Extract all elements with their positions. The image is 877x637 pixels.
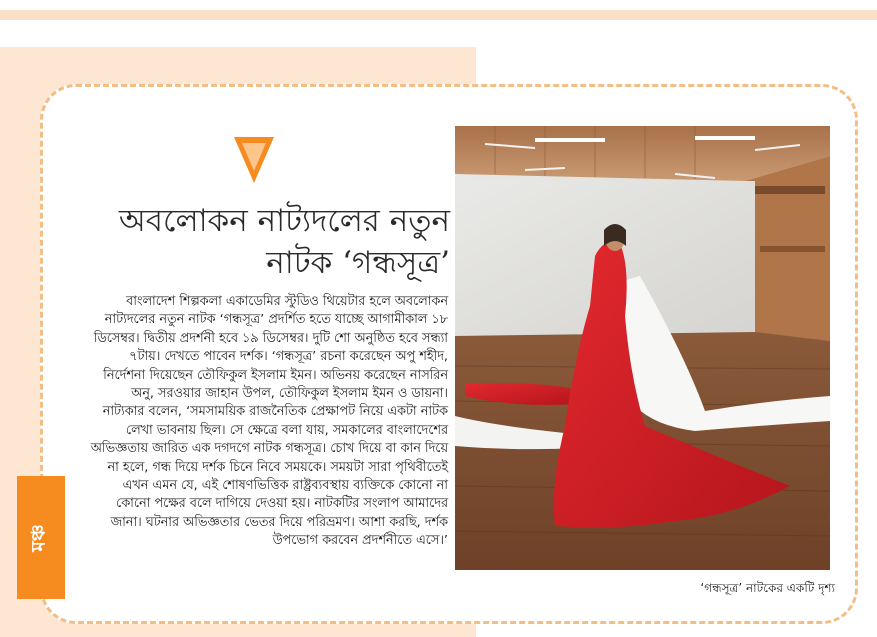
headline-line-1: অবলোকন নাট্যদলের নতুন (118, 203, 450, 239)
article-body (85, 293, 448, 551)
headline-line-2: নাটক ‘গন্ধসূত্র’ (266, 245, 450, 281)
section-tag (17, 476, 65, 599)
play-scene-photo (455, 126, 830, 570)
down-arrow-icon (234, 137, 274, 183)
body-paragraph-1: বাংলাদেশ শিল্পকলা একাডেমির স্টুডিও থিয়েটার হলে অবলোকন নাট্যদলের নতুন নাটক ‘গন্ধসূত্র’ প্রদর্শিত হতে যাচ্ছে আগামীকাল ১৮ ডিসেম্বর। দ্বিতীয় প্রদর্শনী হবে ১৯ ডিসেম্বর। দুটি শো অনুষ্ঠিত হবে সন্ধ্যা ৭টায়। দেখতে পাবেন দর্শক। ‘গন্ধসূত্র’ রচনা করেছেন অপু শহীদ, নির্দেশনা দিয়েছেন তৌফিকুল ইসলাম ইমন। অভিনয় করেছেন নাসরিন অনু, সরওয়ার জাহান উপল, তৌফিকুল ইসলাম ইমন ও ডায়না। (93, 294, 448, 402)
article-headline (92, 200, 450, 284)
body-paragraph-2: নাট্যকার বলেন, ‘সমসাময়িক রাজনৈতিক প্রেক্ষাপট নিয়ে একটা নাটক লেখা ভাবনায় ছিল। সে ক্ষেত্রে বলা যায়, সমকালের বাংলাদেশের অভিজ্ঞতায় জারিত এক দগদগে নাটক গন্ধসূত্র। চোখ দিয়ে বা কান দিয়ে না হলে, গন্ধ দিয়ে দর্শক চিনে নিবে সময়কে। সময়টা সারা পৃথিবীতেই এখন এমন যে, এই শোষণভিত্তিক রাষ্ট্রব্যবস্থায় ব্যক্তিকে কোনো না কোনো পক্ষের বলে দাগিয়ে দেওয়া হয়। নাটকটির সংলাপ আমাদের জানা। ঘটনার অভিজ্ঞতার ভেতর দিয়ে পরিভ্রমণ। আশা করছি, দর্শক উপভোগ করবেন প্রদর্শনীতে এসে।’ (90, 404, 448, 549)
photo-caption: ‘গন্ধসূত্র’ নাটকের একটি দৃশ্য (700, 581, 835, 595)
section-tag-label: মঞ্চ (28, 523, 50, 552)
top-divider (0, 10, 877, 20)
